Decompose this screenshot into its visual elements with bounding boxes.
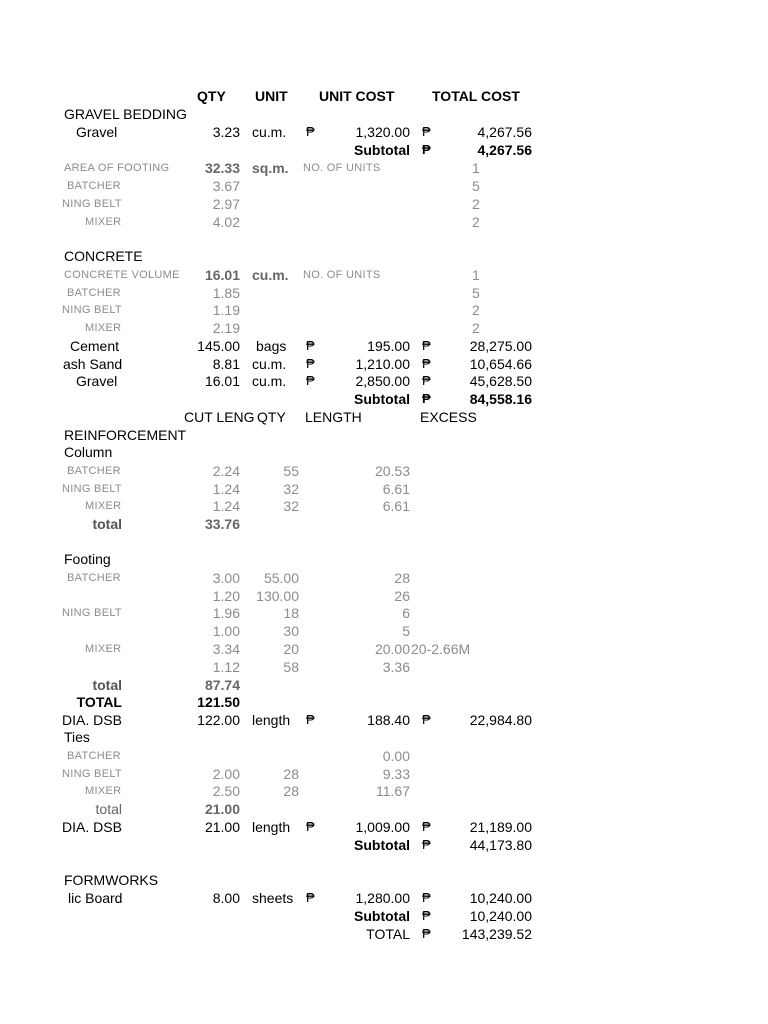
subtotal-label: Subtotal (354, 142, 410, 158)
qty: 55.00 (263, 570, 299, 586)
peso-sign: ₱ (306, 338, 315, 353)
length: 6.61 (382, 498, 410, 514)
item-label: BATCHER (67, 465, 121, 477)
item-qty: 3.23 (212, 124, 240, 140)
cut-length: 1.00 (212, 623, 240, 639)
item-value: 1.85 (212, 285, 240, 301)
table-row (0, 765, 768, 783)
table-row (0, 818, 768, 836)
peso-sign: ₱ (306, 373, 315, 388)
item-label: AREA OF FOOTING (64, 162, 170, 174)
total-label: total (95, 801, 122, 817)
qty-header: QTY (197, 88, 226, 104)
table-row (0, 213, 768, 231)
total-label: total (92, 516, 122, 532)
total-value: 21.00 (204, 801, 240, 817)
cut-length: 3.34 (212, 641, 240, 657)
grand-total-row (0, 693, 768, 711)
reinforcement-header-row (0, 408, 768, 426)
excess-header: EXCESS (420, 409, 477, 425)
peso-sign: ₱ (422, 819, 431, 834)
qty: 28 (283, 783, 299, 799)
length: 9.33 (382, 766, 410, 782)
subsection-ties (0, 728, 768, 746)
section-gravel-bedding (0, 105, 768, 123)
section-title: REINFORCEMENT (64, 427, 187, 443)
subtotal-value: 10,240.00 (469, 908, 532, 924)
no-of-units: 2 (472, 214, 480, 230)
item-unit: length (252, 819, 291, 835)
item-qty: 145.00 (197, 338, 240, 354)
item-label: NING BELT (62, 304, 122, 316)
qty: 32 (283, 481, 299, 497)
length: 3.36 (382, 659, 410, 675)
cut-length: 3.00 (212, 570, 240, 586)
grand-total-row (0, 925, 768, 943)
item-label: CONCRETE VOLUME (64, 269, 180, 281)
item-unit: length (252, 712, 291, 728)
peso-sign: ₱ (422, 373, 431, 388)
cut-length: 1.20 (212, 588, 240, 604)
peso-sign: ₱ (422, 142, 431, 157)
qty: 58 (283, 659, 299, 675)
peso-sign: ₱ (422, 124, 431, 139)
qty: 55 (283, 463, 299, 479)
item-value: 3.67 (212, 178, 240, 194)
item-qty: 21.00 (204, 819, 240, 835)
table-row (0, 782, 768, 800)
item-qty: 8.81 (212, 356, 240, 372)
item-unit: sheets (252, 890, 294, 906)
qty: 32 (283, 498, 299, 514)
item-label: NING BELT (62, 483, 122, 495)
peso-sign: ₱ (422, 712, 431, 727)
item-label: MIXER (85, 216, 122, 228)
qty: 130.00 (256, 588, 299, 604)
item-value: 2.19 (212, 320, 240, 336)
excess-note: 20-2.66M (411, 641, 471, 657)
cut-length: 1.24 (212, 498, 240, 514)
table-row (0, 569, 768, 587)
peso-sign: ₱ (306, 712, 315, 727)
cut-length: 2.00 (212, 766, 240, 782)
table-row (0, 711, 768, 729)
item-unit: bags (256, 338, 287, 354)
item-label: Gravel (76, 124, 118, 140)
peso-sign: ₱ (422, 837, 431, 852)
item-unit-cost: 2,850.00 (355, 373, 410, 389)
item-total: 22,984.80 (469, 712, 532, 728)
no-of-units: 2 (472, 196, 480, 212)
table-row (0, 266, 768, 284)
subtotal-row (0, 141, 768, 159)
total-label: total (92, 677, 122, 693)
length: 6.61 (382, 481, 410, 497)
item-label: Cement (70, 338, 120, 354)
table-row (0, 497, 768, 515)
item-label: BATCHER (67, 572, 121, 584)
item-label: DIA. DSB (62, 712, 122, 728)
table-row (0, 301, 768, 319)
subsection-title: Footing (64, 551, 111, 567)
item-unit-cost: 188.40 (367, 712, 410, 728)
item-value: 16.01 (204, 267, 240, 283)
item-total: 4,267.56 (477, 124, 532, 140)
cut-length: 2.50 (212, 783, 240, 799)
qty: 18 (283, 605, 299, 621)
table-row (0, 159, 768, 177)
cut-length: 1.12 (212, 659, 240, 675)
no-of-units: 1 (472, 267, 480, 283)
total-row (0, 515, 768, 533)
peso-sign: ₱ (306, 124, 315, 139)
total-label: TOTAL (76, 694, 122, 710)
no-of-units: 2 (472, 302, 480, 318)
cut-length: 1.24 (212, 481, 240, 497)
item-total: 10,654.66 (469, 356, 532, 372)
table-row (0, 622, 768, 640)
item-unit-cost: 1,009.00 (355, 819, 410, 835)
length: 11.67 (376, 783, 410, 799)
subsection-title: Column (64, 444, 113, 460)
total-value: 87.74 (204, 677, 240, 693)
section-title: CONCRETE (64, 248, 143, 264)
section-title: FORMWORKS (64, 872, 159, 888)
column-header-row (0, 87, 768, 105)
subtotal-label: Subtotal (354, 908, 410, 924)
item-label: BATCHER (67, 287, 121, 299)
item-label: DIA. DSB (62, 819, 122, 835)
item-label: lic Board (68, 890, 123, 906)
subsection-title: Ties (64, 729, 90, 745)
cut-length-header: CUT LENG (184, 409, 255, 425)
item-unit: cu.m. (252, 373, 287, 389)
peso-sign: ₱ (422, 908, 431, 923)
item-unit-cost: 1,320.00 (355, 124, 410, 140)
item-label: ash Sand (63, 356, 123, 372)
grand-total-value: 143,239.52 (461, 926, 532, 942)
item-unit: cu.m. (252, 267, 289, 283)
no-of-units: 5 (472, 285, 480, 301)
item-label: MIXER (85, 643, 122, 655)
peso-sign: ₱ (422, 391, 431, 406)
item-value: 32.33 (204, 160, 240, 176)
peso-sign: ₱ (306, 819, 315, 834)
subtotal-label: Subtotal (354, 391, 410, 407)
length: 0.00 (382, 748, 410, 764)
item-value: 4.02 (212, 214, 240, 230)
length: 20.00 (374, 641, 410, 657)
item-unit: cu.m. (252, 124, 287, 140)
table-row (0, 355, 768, 373)
table-row (0, 480, 768, 498)
unit-header: UNIT (255, 88, 288, 104)
cut-length: 2.24 (212, 463, 240, 479)
peso-sign: ₱ (306, 890, 315, 905)
section-reinforcement (0, 426, 768, 444)
total-value: 33.76 (204, 516, 240, 532)
table-row (0, 640, 768, 658)
no-of-units: 1 (472, 160, 480, 176)
table-row (0, 604, 768, 622)
table-row (0, 337, 768, 355)
item-qty: 122.00 (197, 712, 240, 728)
peso-sign: ₱ (422, 356, 431, 371)
peso-sign: ₱ (422, 338, 431, 353)
item-label: MIXER (85, 500, 122, 512)
qty-header: QTY (257, 409, 286, 425)
item-label: MIXER (85, 785, 122, 797)
total-value: 121.50 (197, 694, 240, 710)
cut-length: 1.96 (212, 605, 240, 621)
total-cost-header: TOTAL COST (432, 88, 520, 104)
item-value: 1.19 (212, 302, 240, 318)
table-row (0, 284, 768, 302)
table-row (0, 889, 768, 907)
subsection-footing (0, 550, 768, 568)
grand-total-label: TOTAL (366, 926, 410, 942)
item-value: 2.97 (212, 196, 240, 212)
subtotal-value: 84,558.16 (469, 391, 532, 407)
subtotal-row (0, 836, 768, 854)
unit-cost-header: UNIT COST (319, 88, 395, 104)
item-label: MIXER (85, 322, 122, 334)
table-row (0, 123, 768, 141)
length: 5 (402, 623, 410, 639)
item-unit-cost: 195.00 (367, 338, 410, 354)
total-row (0, 800, 768, 818)
subsection-column (0, 443, 768, 461)
item-qty: 16.01 (204, 373, 240, 389)
item-unit: sq.m. (252, 160, 289, 176)
peso-sign: ₱ (306, 356, 315, 371)
no-of-units: 5 (472, 178, 480, 194)
no-of-units-label: NO. OF UNITS (303, 162, 381, 174)
item-label: Gravel (76, 373, 118, 389)
table-row (0, 372, 768, 390)
item-label: BATCHER (67, 180, 121, 192)
subtotal-value: 44,173.80 (469, 837, 532, 853)
no-of-units: 2 (472, 320, 480, 336)
item-label: BATCHER (67, 750, 121, 762)
item-total: 28,275.00 (469, 338, 532, 354)
table-row (0, 462, 768, 480)
item-unit-cost: 1,210.00 (355, 356, 410, 372)
table-row (0, 658, 768, 676)
table-row (0, 195, 768, 213)
peso-sign: ₱ (422, 890, 431, 905)
length-header: LENGTH (305, 409, 362, 425)
item-total: 21,189.00 (469, 819, 532, 835)
item-total: 45,628.50 (469, 373, 532, 389)
table-row (0, 587, 768, 605)
no-of-units-label: NO. OF UNITS (303, 269, 381, 281)
peso-sign: ₱ (422, 926, 431, 941)
subtotal-label: Subtotal (354, 837, 410, 853)
item-label: NING BELT (62, 768, 122, 780)
length: 6 (402, 605, 410, 621)
item-label: NING BELT (62, 607, 122, 619)
item-unit: cu.m. (252, 356, 287, 372)
item-unit-cost: 1,280.00 (355, 890, 410, 906)
table-row (0, 319, 768, 337)
length: 26 (394, 588, 410, 604)
table-row (0, 177, 768, 195)
section-concrete (0, 247, 768, 265)
subtotal-row (0, 907, 768, 925)
qty: 28 (283, 766, 299, 782)
section-title: GRAVEL BEDDING (64, 106, 187, 122)
length: 20.53 (374, 463, 410, 479)
section-formworks (0, 871, 768, 889)
item-qty: 8.00 (212, 890, 240, 906)
subtotal-row (0, 390, 768, 408)
item-total: 10,240.00 (469, 890, 532, 906)
length: 28 (394, 570, 410, 586)
subtotal-value: 4,267.56 (477, 142, 532, 158)
qty: 30 (283, 623, 299, 639)
item-label: NING BELT (62, 198, 122, 210)
total-row (0, 676, 768, 694)
qty: 20 (283, 641, 299, 657)
table-row (0, 747, 768, 765)
